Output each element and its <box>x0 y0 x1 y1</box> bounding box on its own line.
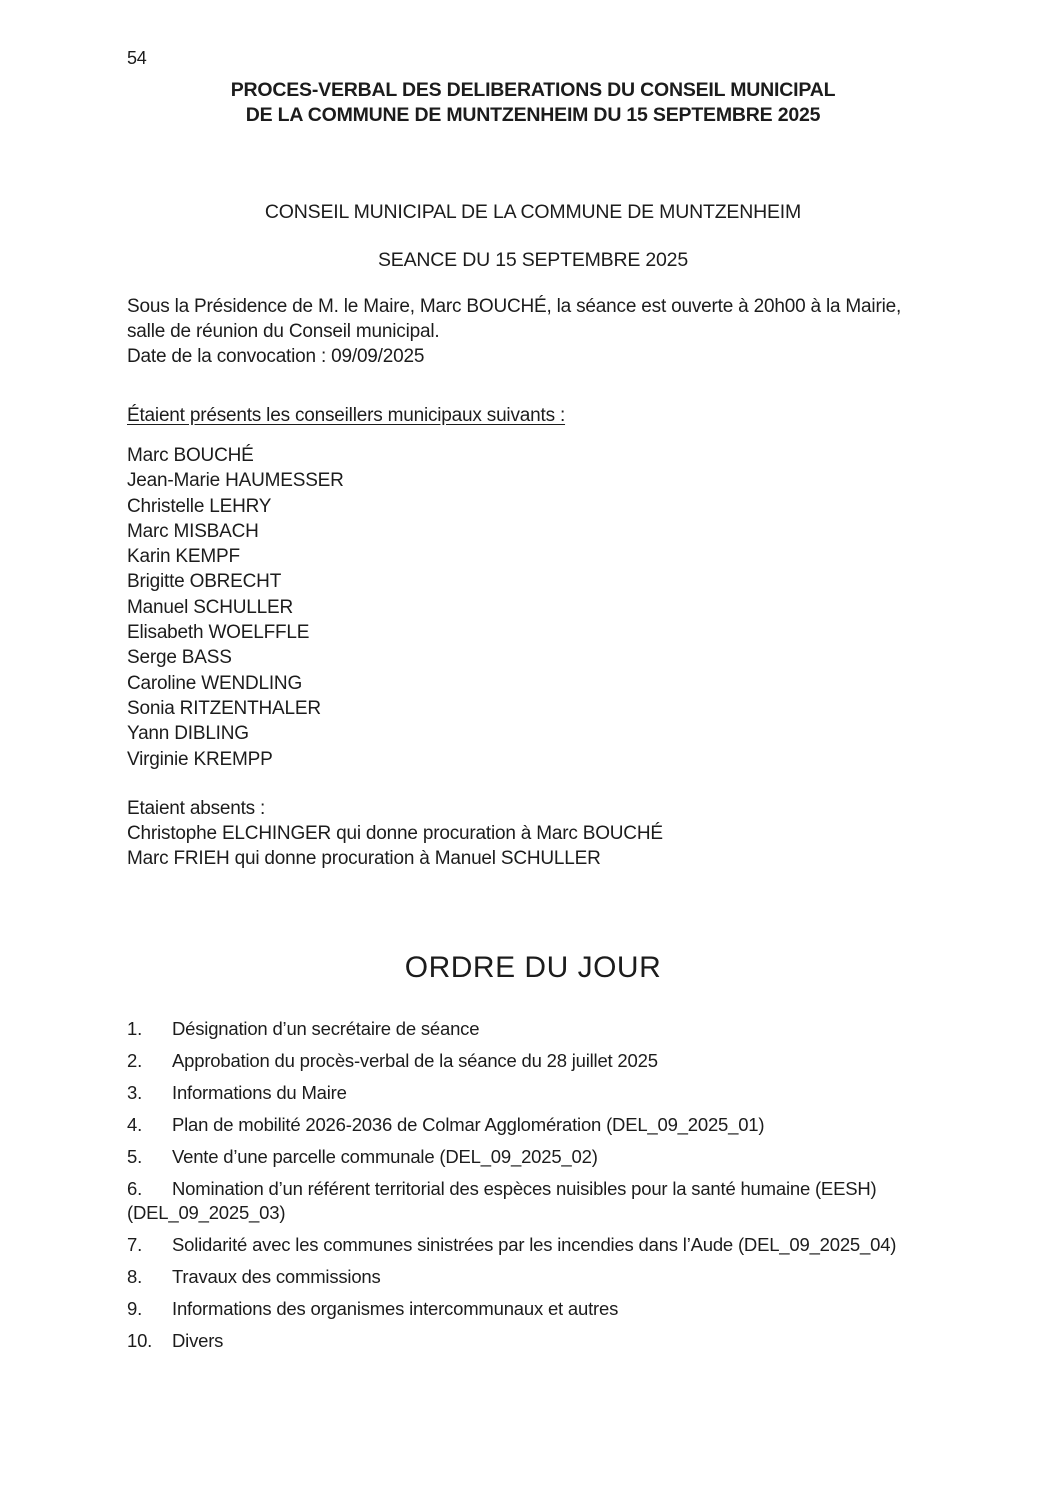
member-name: Manuel SCHULLER <box>127 596 293 618</box>
agenda-item-number: 2. <box>127 1049 143 1071</box>
member-name: Christelle LEHRY <box>127 495 272 517</box>
absent-block <box>127 796 939 872</box>
member-name: Yann DIBLING <box>127 723 249 745</box>
intro-paragraph <box>127 294 939 369</box>
agenda-item-text: Approbation du procès-verbal de la séance du 28 juillet 2025 <box>172 1049 658 1071</box>
member-name: Karin KEMPF <box>127 546 240 568</box>
agenda-item <box>127 1297 939 1321</box>
present-heading: Étaient présents les conseillers municipaux suivants : <box>127 405 566 426</box>
session-title: SEANCE DU 15 SEPTEMBRE 2025 <box>378 249 688 271</box>
agenda-item-text: Vente d’une parcelle communale (DEL_09_2025_02) <box>172 1145 598 1167</box>
agenda-item <box>127 1049 939 1073</box>
document-header <box>127 78 939 128</box>
intro-line1: Sous la Présidence de M. le Maire, Marc BOUCHÉ, la séance est ouverte à 20h00 à la Mairie, <box>127 296 902 317</box>
agenda-item <box>127 1081 939 1105</box>
agenda-item <box>127 1265 939 1289</box>
member-name: Jean-Marie HAUMESSER <box>127 470 344 492</box>
agenda-item-text: Travaux des commissions <box>172 1265 381 1287</box>
page-number: 54 <box>127 48 147 68</box>
agenda-title: ORDRE DU JOUR <box>404 950 662 984</box>
agenda-item <box>127 1233 939 1257</box>
agenda-item <box>127 1017 939 1041</box>
member-name: Brigitte OBRECHT <box>127 571 282 593</box>
agenda-item-text-continuation: (DEL_09_2025_03) <box>127 1201 286 1223</box>
agenda-item <box>127 1145 939 1169</box>
agenda-item-number: 7. <box>127 1233 143 1255</box>
absent-entry: Marc FRIEH qui donne procuration à Manuel SCHULLER <box>127 848 601 870</box>
member-name: Marc BOUCHÉ <box>127 445 254 466</box>
intro-line3: Date de la convocation : 09/09/2025 <box>127 346 425 367</box>
agenda-item-text: Plan de mobilité 2026-2036 de Colmar Agglomération (DEL_09_2025_01) <box>172 1113 765 1135</box>
absent-lines-list <box>127 821 939 872</box>
agenda-item <box>127 1177 939 1225</box>
intro-line2: salle de réunion du Conseil municipal. <box>127 321 440 342</box>
agenda-item-number: 3. <box>127 1081 143 1103</box>
agenda-item-text: Divers <box>172 1329 224 1351</box>
agenda-item-number: 9. <box>127 1297 143 1319</box>
member-name: Serge BASS <box>127 647 232 669</box>
agenda-item-text: Solidarité avec les communes sinistrées par les incendies dans l’Aude (DEL_09_2025_04) <box>172 1233 897 1255</box>
present-members-list <box>127 443 939 772</box>
agenda-item <box>127 1113 939 1137</box>
agenda-item-number: 10. <box>127 1329 153 1351</box>
council-title: CONSEIL MUNICIPAL DE LA COMMUNE DE MUNTZENHEIM <box>264 201 802 223</box>
member-name: Marc MISBACH <box>127 520 259 542</box>
document-header-line1: PROCES-VERBAL DES DELIBERATIONS DU CONSEIL MUNICIPAL <box>230 79 836 101</box>
agenda-item-number: 1. <box>127 1017 143 1039</box>
absent-heading: Etaient absents : <box>127 797 266 819</box>
agenda-item-text: Informations du Maire <box>172 1081 347 1103</box>
agenda-item-text: Informations des organismes intercommunaux et autres <box>172 1297 619 1319</box>
member-name: Elisabeth WOELFFLE <box>127 622 310 644</box>
agenda-item-number: 4. <box>127 1113 143 1135</box>
agenda-item <box>127 1329 939 1353</box>
agenda-item-number: 6. <box>127 1177 143 1199</box>
member-name: Sonia RITZENTHALER <box>127 697 321 719</box>
agenda-item-number: 5. <box>127 1145 143 1167</box>
agenda-list <box>127 1017 939 1353</box>
agenda-item-text: Désignation d’un secrétaire de séance <box>172 1017 480 1039</box>
agenda-item-number: 8. <box>127 1265 143 1287</box>
member-name: Caroline WENDLING <box>127 672 303 694</box>
agenda-item-text: Nomination d’un référent territorial des espèces nuisibles pour la santé humaine (EESH) <box>172 1177 877 1199</box>
member-name: Virginie KREMPP <box>127 748 273 770</box>
document-header-line2: DE LA COMMUNE DE MUNTZENHEIM DU 15 SEPTEMBRE 2025 <box>245 104 821 126</box>
absent-entry: Christophe ELCHINGER qui donne procuration à Marc BOUCHÉ <box>127 823 663 845</box>
